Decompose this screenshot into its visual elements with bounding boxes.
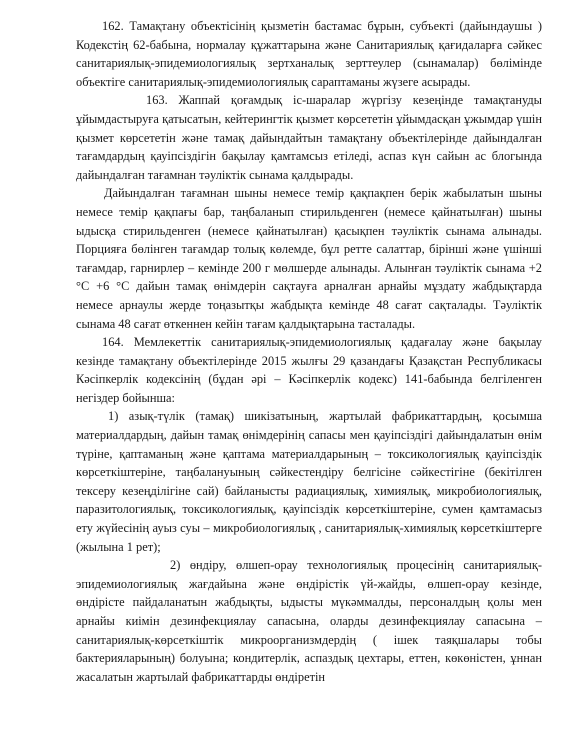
list-item-1: 1) азық-түлік (тамақ) шикізатының, жартылай фабрикаттардың, қосымша материалдардың, дайын тамақ өнімдерінің сапасы мен қауіпсіздігі дайындалатын өнім түріне, қаптаманың және қаптама материалдарының – токсикологиялық қауіпсіздік көрсеткіштеріне, таңбалануының сәйкестендіру белгісіне сәйкестігіне (бекітілген тексеру кезеңділігіне сай) байланысты радиациялық, химиялық, микробиологиялық, паразитологиялық, токсикологиялық, қауіпсіздік көрсеткіштеріне, сумен қамтамасыз ету жүйесінің ауыз суы – микробиологиялық , санитариялық-химиялық көрсеткіштерге (жылына 1 рет); <box>76 409 542 554</box>
paragraph-daily-sample: Дайындалған тағамнан шыны немесе темір қақпақпен берік жабылатын шыны немесе темір қақпағы бар, таңбаланып стирильденген (немесе қайнатылған) шыны ыдысқа стирильденген (немесе қайнатылған) қасықпен тәуліктік сынама алынады. Порцияға бөлінген тағамдар толық көлемде, бұл ретте салаттар, бірінші және үшінші тағамдар, гарнирлер – кемінде 200 г мөлшерде алынады. Алынған тәуліктік сынама +2 °С +6 °С дайын тамақ өнімдерін сақтауға арналған арнайы мұздату жабдықтарда немесе арнаулы жерде тоңазытқы жабдықта кемінде 48 сағат сақталады. Тәуліктік сынама 48 сағат өткеннен кейін тағам қалдықтарына тасталады. <box>76 186 542 331</box>
paragraph-162: 162. Тамақтану объектісінің қызметін бастамас бұрын, субъекті (дайындаушы ) Кодекстің 62-бабына, нормалау құжаттарына және Санитариялық қағидаларға сәйкес санитариялық-эпидемиологиялық зертханалық зерттеулер (сынамалар) бөлімінде объектіге санитариялық-эпидемиологиялық сараптаманы жүзеге асырады. <box>76 19 542 89</box>
list-item-2: 2) өндіру, өлшеп-орау технологиялық процесінің санитариялық-эпидемиологиялық жағдайына және өндірістік үй-жайды, өлшеп-орау кезінде, өндірісте пайдаланатын жабдықты, ыдысты мүкәммалды, персоналдың қолы мен арнайы киімін дезинфекциялау сапасына, оларды дезинфекциялау сапасына – санитариялық-көрсеткіштік микроорганизмдердің ( ішек таяқшалары тобы бактерияларының) болуына; кондитерлік, аспаздық цехтары, еттен, көкөністен, ұннан жасалатын жартылай фабрикаттарды өндіретін <box>76 558 542 684</box>
paragraph-163: 163. Жаппай қоғамдық іс-шаралар жүргізу кезеңінде тамақтануды ұйымдастыруға қатысатын, кейтерингтік қызмет көрсететін ұйымдасқан ұжымдар үшін қызмет көрсететін және тамақ дайындайтын тамақтану объектілерінде дайындалған тағамдардың қауіпсіздігін бақылау қамтамсыз етіледі, аспаз күн сайын ас блогында дайындалған тағамнан тәуліктік сынама қалдырады. <box>76 93 542 182</box>
paragraph-164: 164. Мемлекеттік санитариялық-эпидемиологиялық қадағалау және бақылау кезінде тамақтану объектілерінде 2015 жылғы 29 қазандағы Қазақстан Республикасы Кәсіпкерлік кодексінің (бұдан әрі – Кәсіпкерлік кодекс) 141-бабында белгіленген негіздер бойынша: <box>76 335 542 405</box>
